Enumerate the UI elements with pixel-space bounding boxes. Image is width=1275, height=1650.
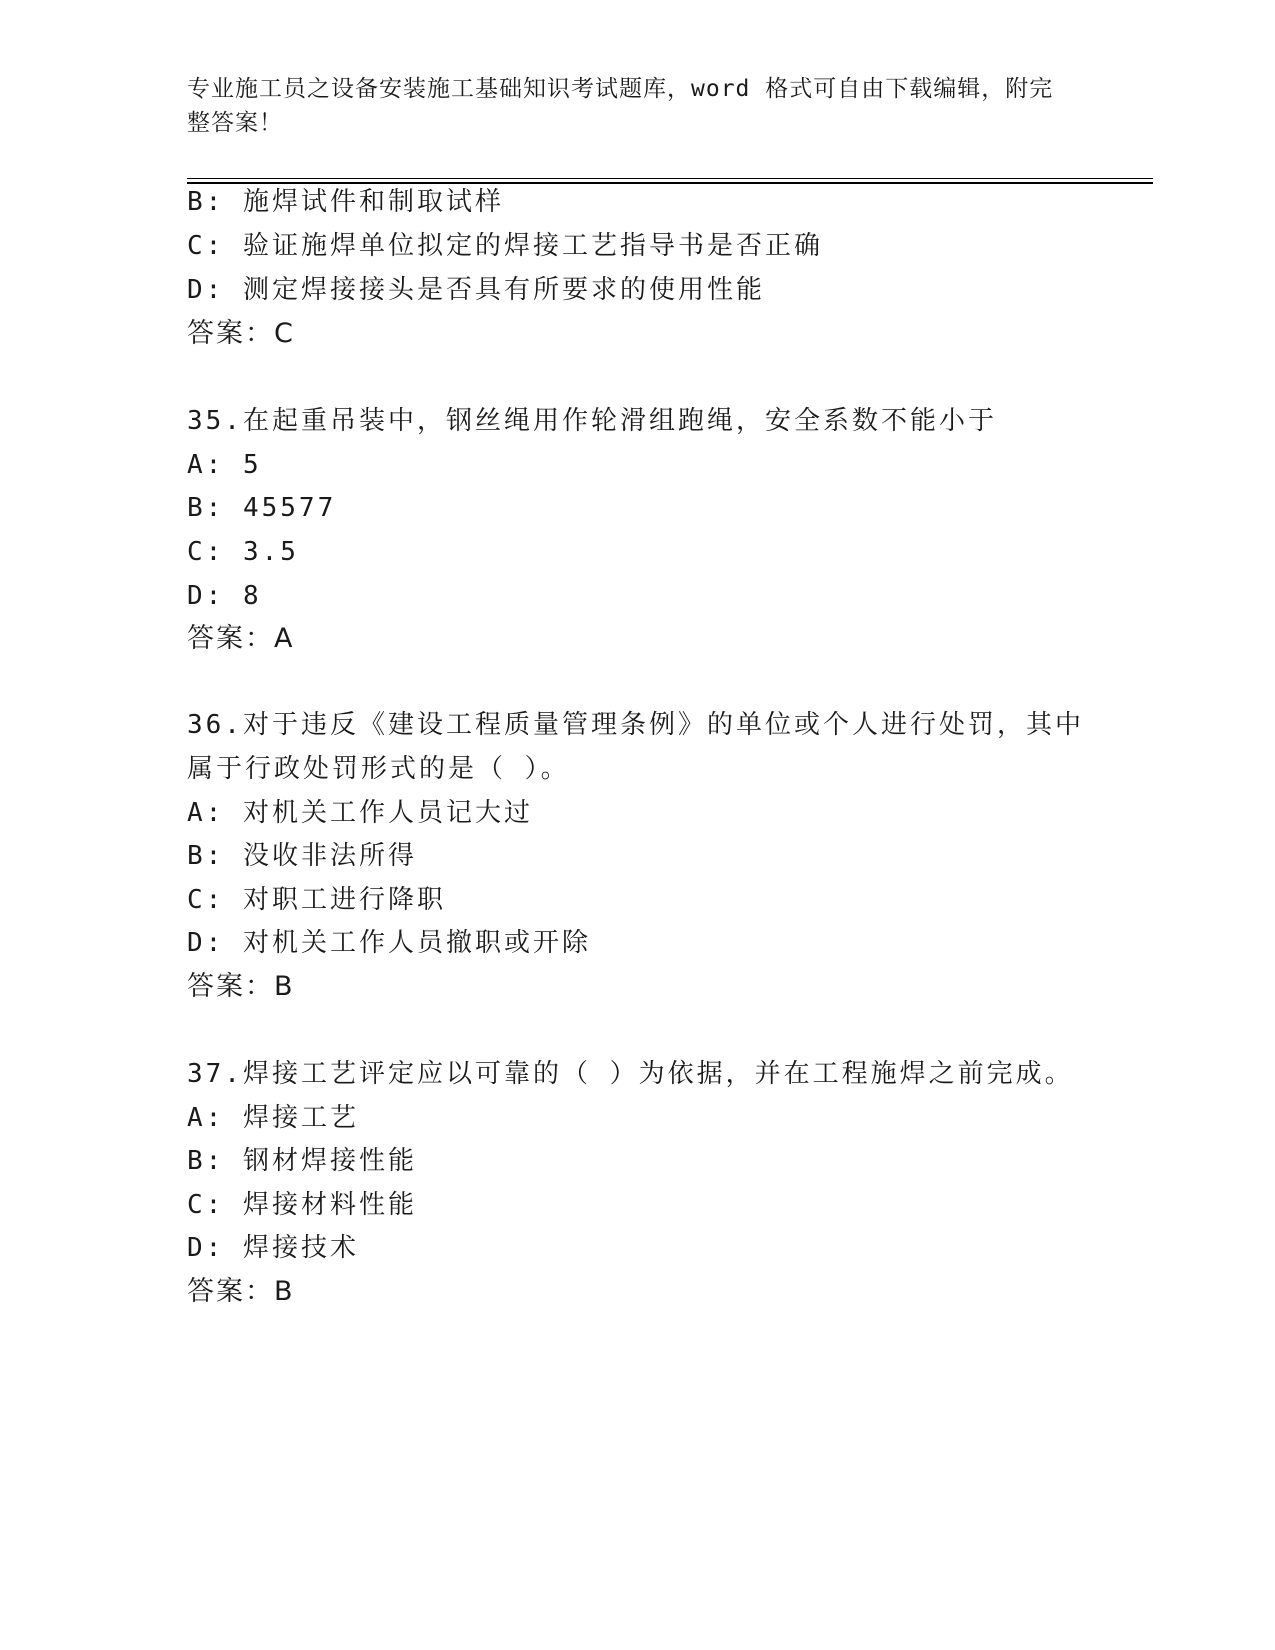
- option-c: C: 验证施焊单位拟定的焊接工艺指导书是否正确: [187, 231, 823, 261]
- option-d: D: 对机关工作人员撤职或开除: [187, 928, 591, 958]
- option-b: B: 45577: [187, 493, 337, 523]
- question-37-stem: 37.焊接工艺评定应以可靠的（ ）为依据，并在工程施焊之前完成。: [187, 1059, 1074, 1089]
- question-35-stem: 35.在起重吊装中，钢丝绳用作轮滑组跑绳，安全系数不能小于: [187, 406, 997, 436]
- question-36-stem: 36.对于违反《建设工程质量管理条例》的单位或个人进行处罚，其中: [187, 710, 1084, 740]
- option-c: C: 焊接材料性能: [187, 1190, 417, 1220]
- option-c: C: 3.5: [187, 537, 299, 567]
- document-header: 专业施工员之设备安装施工基础知识考试题库，word 格式可自由下载编辑，附完整答案！: [187, 76, 1054, 136]
- answer-label: 答案：A: [187, 623, 295, 654]
- option-a: A: 5: [187, 450, 262, 480]
- answer-label: 答案：B: [187, 971, 295, 1002]
- answer-label: 答案：B: [187, 1276, 295, 1307]
- option-b: B: 钢材焊接性能: [187, 1146, 417, 1176]
- option-b: B: 没收非法所得: [187, 841, 417, 871]
- option-d: D: 8: [187, 581, 262, 611]
- option-d: D: 测定焊接接头是否具有所要求的使用性能: [187, 275, 765, 305]
- question-36-stem-cont: 属于行政处罚形式的是（ ）。: [187, 754, 570, 784]
- header-divider-thin: [187, 178, 1153, 179]
- option-b: B: 施焊试件和制取试样: [187, 187, 504, 217]
- option-a: A: 焊接工艺: [187, 1103, 359, 1133]
- option-a: A: 对机关工作人员记大过: [187, 798, 533, 828]
- option-c: C: 对职工进行降职: [187, 885, 446, 915]
- option-d: D: 焊接技术: [187, 1233, 359, 1263]
- answer-label: 答案：C: [187, 318, 295, 349]
